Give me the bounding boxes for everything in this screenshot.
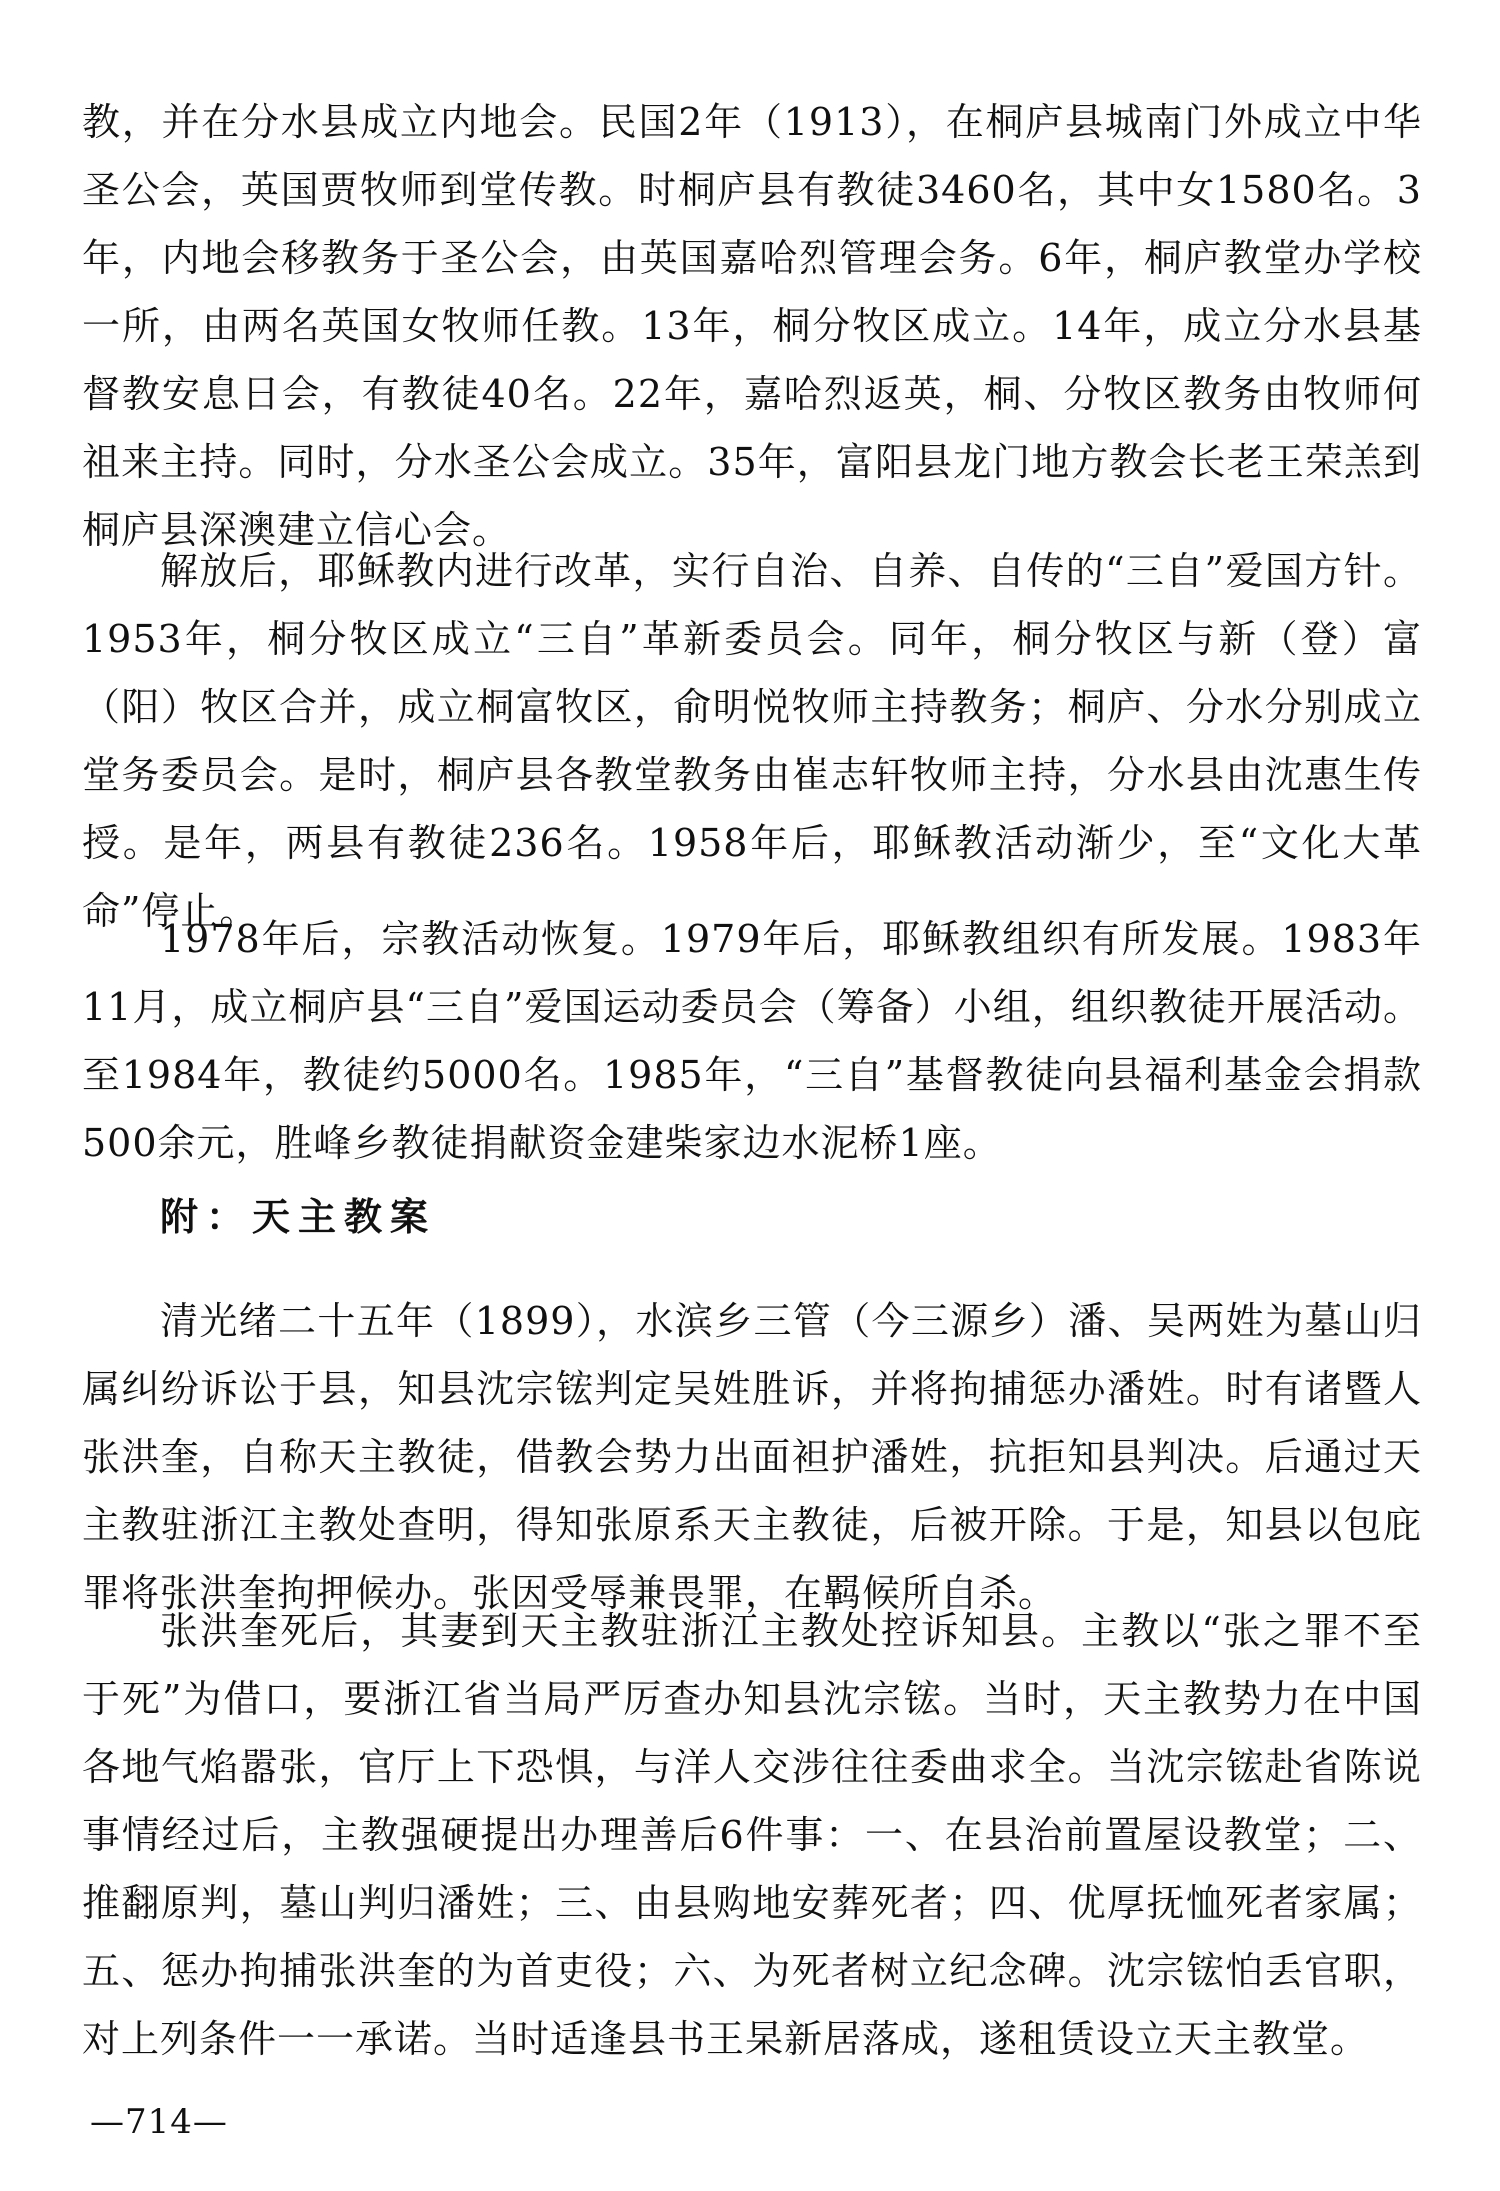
paragraph-catholic-case-aftermath: 张洪奎死后，其妻到天主教驻浙江主教处控诉知县。主教以“张之罪不至于死”为借口，要浙江省当局严厉查办知县沈宗𬭎。当时，天主教势力在中国各地气焰嚣张，官厅上下恐惧，与洋人交涉往往委曲求全。当沈宗𬭎赴省陈说事情经过后，主教强硬提出办理善后6件事：一、在县治前置屋设教堂；二、推翻原判，墓山判归潘姓；三、由县购地安葬死者；四、优厚抚恤死者家属；五、惩办拘捕张洪奎的为首吏役；六、为死者树立纪念碑。沈宗𬭎怕丢官职，对上列条件一一承诺。当时适逢县书王杲新居落成，遂租赁设立天主教堂。 <box>82 1609 1422 2061</box>
paragraph-catholic-case-origin: 清光绪二十五年（1899），水滨乡三管（今三源乡）潘、吴两姓为墓山归属纠纷诉讼于县，知县沈宗𬭎判定吴姓胜诉，并将拘捕惩办潘姓。时有诸暨人张洪奎，自称天主教徒，借教会势力出面袒护潘姓，抗拒知县判决。后通过天主教驻浙江主教处查明，得知张原系天主教徒，后被开除。于是，知县以包庇罪将张洪奎拘押候办。张因受辱兼畏罪，在羁候所自杀。 <box>82 1299 1422 1615</box>
paragraph-intro-continued: 教，并在分水县成立内地会。民国2年（1913），在桐庐县城南门外成立中华圣公会，英国贾牧师到堂传教。时桐庐县有教徒3460名，其中女1580名。3年，内地会移教务于圣公会，由英国嘉哈烈管理会务。6年，桐庐教堂办学校一所，由两名英国女牧师任教。13年，桐分牧区成立。14年，成立分水县基督教安息日会，有教徒40名。22年，嘉哈烈返英，桐、分牧区教务由牧师何祖来主持。同时，分水圣公会成立。35年，富阳县龙门地方教会长老王荣羔到桐庐县深澳建立信心会。 <box>82 100 1422 552</box>
paragraph-1978-revival: 1978年后，宗教活动恢复。1979年后，耶稣教组织有所发展。1983年11月，成立桐庐县“三自”爱国运动委员会（筹备）小组，组织教徒开展活动。至1984年，教徒约5000名。1985年，“三自”基督教徒向县福利基金会捐款500余元，胜峰乡教徒捐献资金建柴家边水泥桥1座。 <box>82 917 1422 1165</box>
page-number: —714— <box>90 2102 228 2142</box>
paragraph-after-liberation: 解放后，耶稣教内进行改革，实行自治、自养、自传的“三自”爱国方针。1953年，桐分牧区成立“三自”革新委员会。同年，桐分牧区与新（登）富（阳）牧区合并，成立桐富牧区，俞明悦牧师主持教务；桐庐、分水分别成立堂务委员会。是时，桐庐县各教堂教务由崔志轩牧师主持，分水县由沈惠生传授。是年，两县有教徒236名。1958年后，耶稣教活动渐少，至“文化大革命”停止。 <box>82 549 1422 933</box>
section-title-catholic-case: 附：天主教案 <box>160 1194 437 1239</box>
